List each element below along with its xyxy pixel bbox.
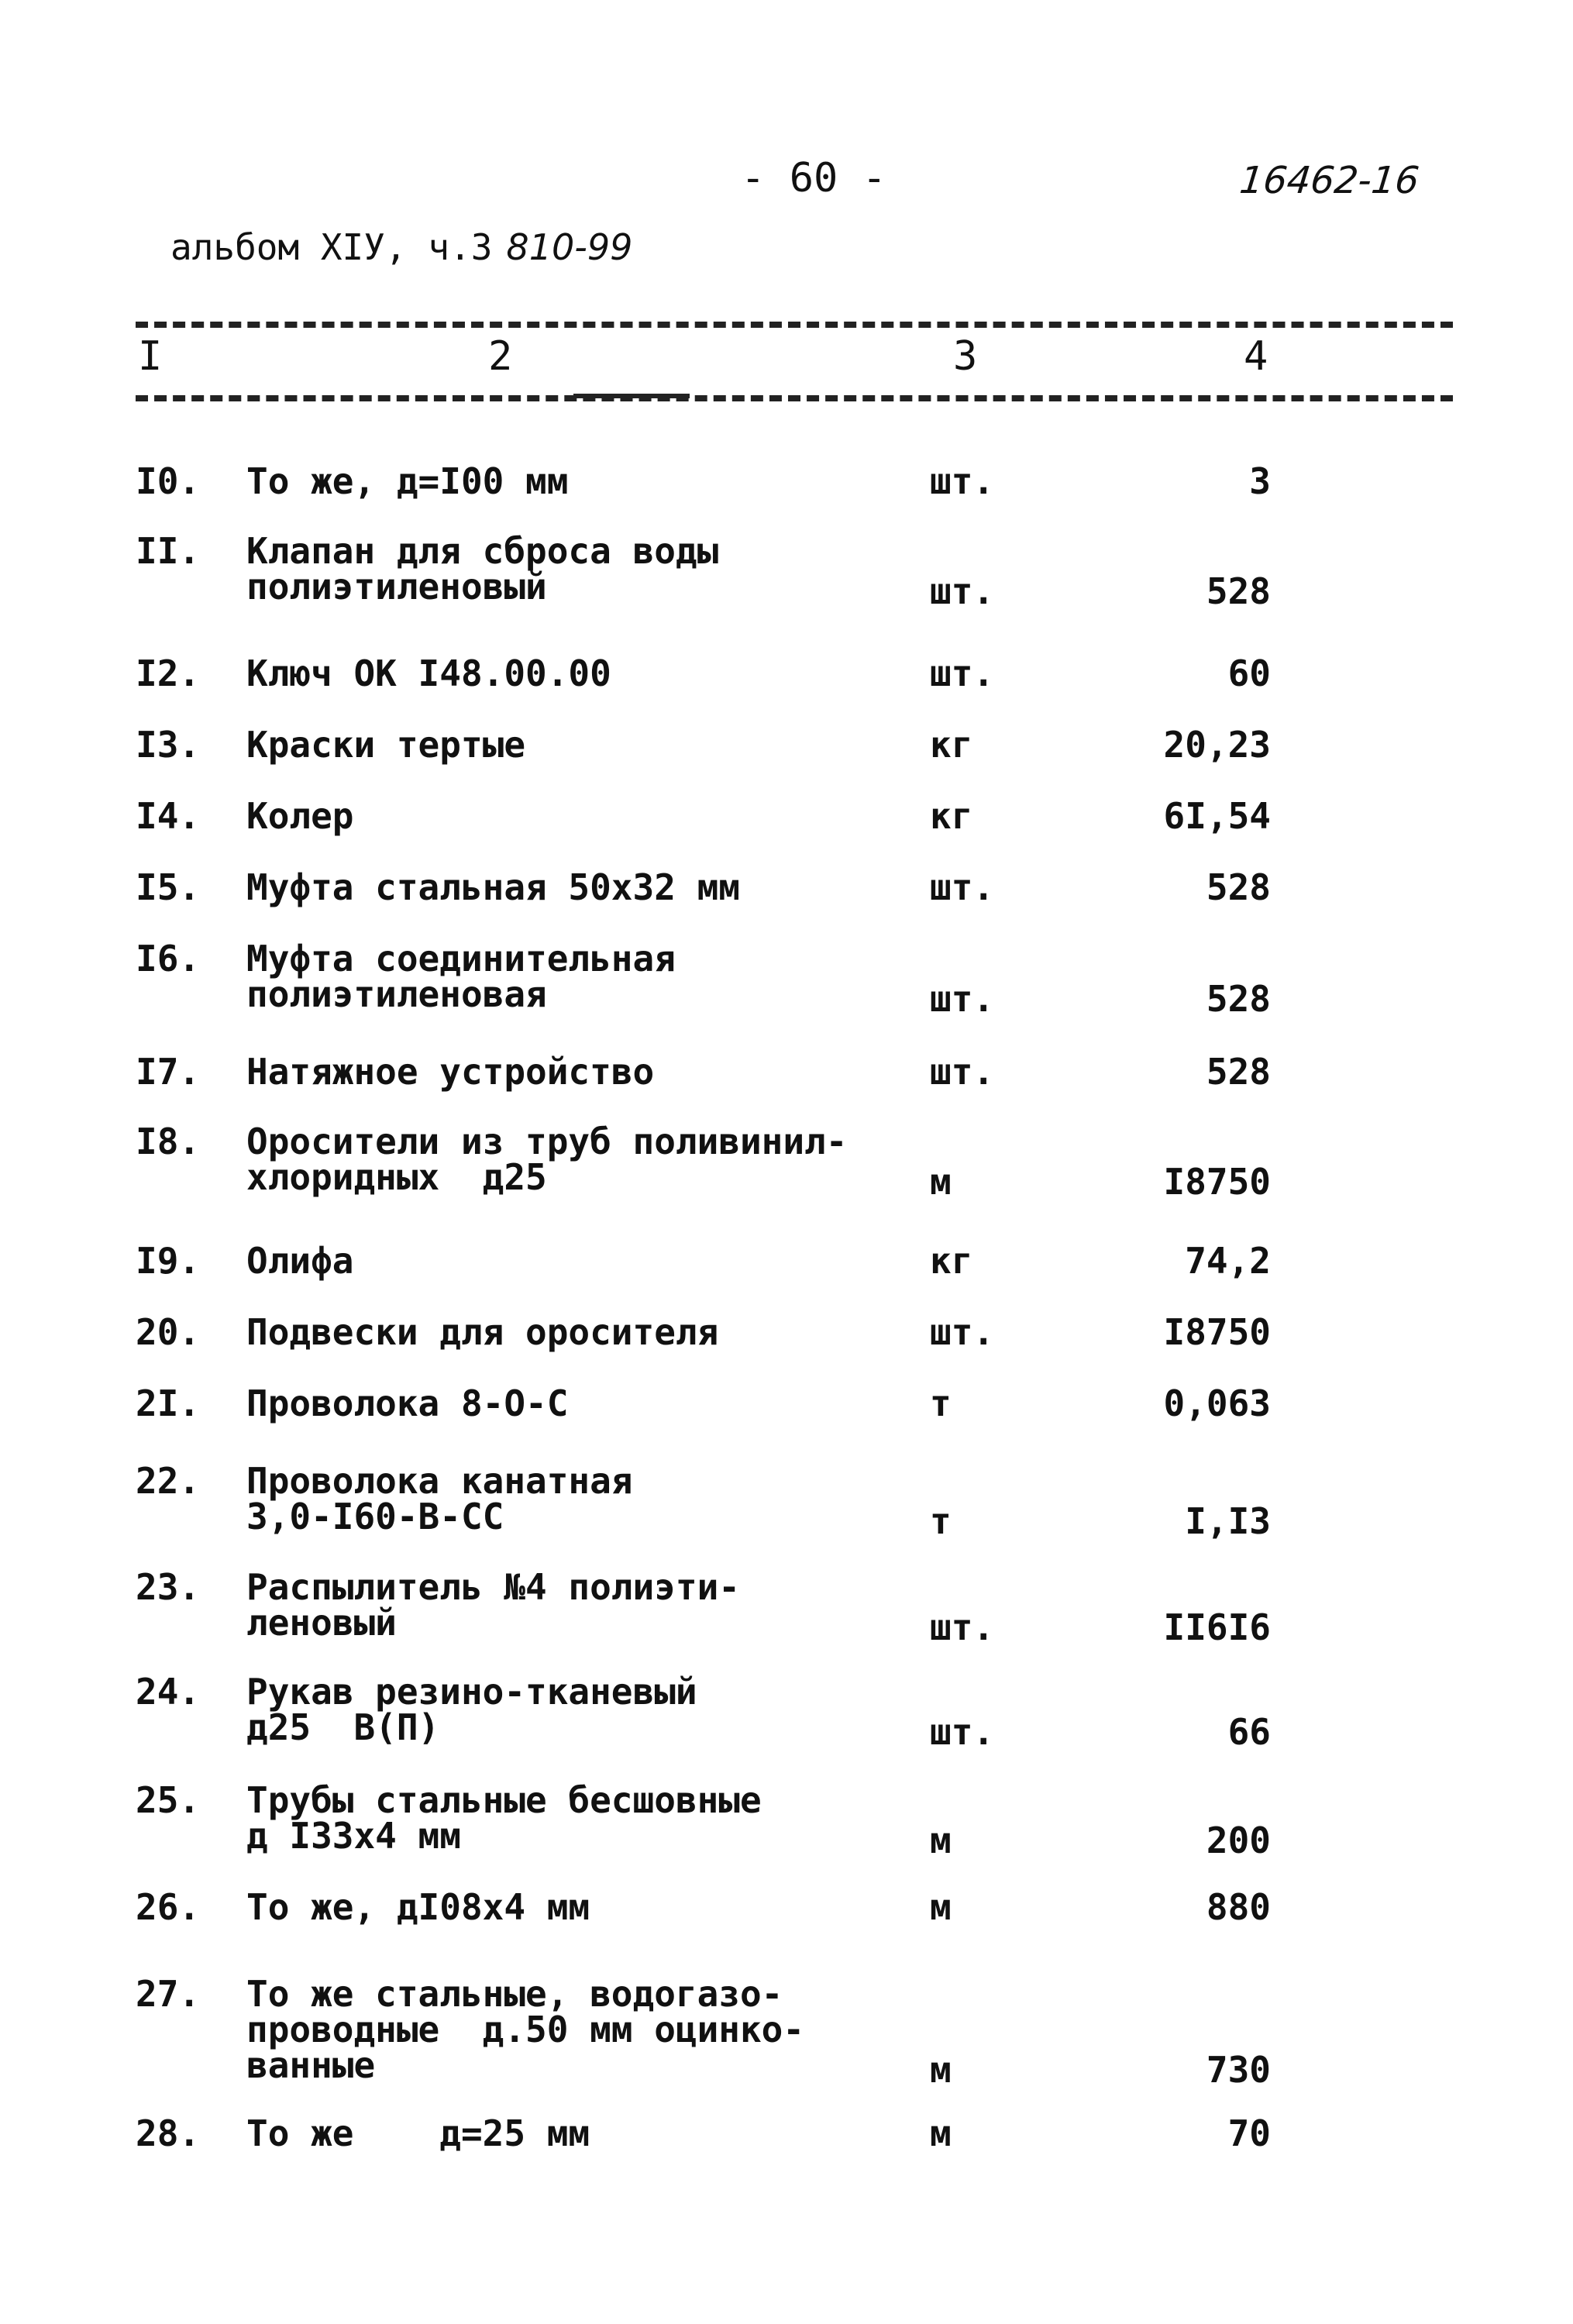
row-number: 2I. xyxy=(136,1382,201,1424)
row-number: 26. xyxy=(136,1886,201,1928)
item-name: Олифа xyxy=(246,1240,354,1282)
item-quantity: II6I6 xyxy=(1163,1606,1271,1648)
item-quantity: 20,23 xyxy=(1163,724,1271,766)
item-name: Муфта стальная 50х32 мм xyxy=(246,866,740,908)
item-quantity: 880 xyxy=(1206,1886,1271,1928)
album-handwritten-code: 810-99 xyxy=(506,226,633,268)
item-quantity: 528 xyxy=(1206,866,1271,908)
row-number: I5. xyxy=(136,866,201,908)
item-name: Муфта соединительная полиэтиленовая xyxy=(246,938,676,1015)
row-number: I9. xyxy=(136,1240,201,1282)
row-number: 28. xyxy=(136,2112,201,2154)
item-quantity: 70 xyxy=(1227,2112,1271,2154)
item-unit: кг xyxy=(930,1240,973,1282)
item-name: То же, дI08х4 мм xyxy=(246,1886,590,1928)
album-line xyxy=(170,226,632,268)
item-name: Рукав резино-тканевый д25 В(П) xyxy=(246,1671,697,1748)
row-number: I8. xyxy=(136,1121,201,1162)
item-name: Краски тертые xyxy=(246,724,526,766)
column-header-4: 4 xyxy=(1244,333,1268,380)
item-unit: м xyxy=(930,2112,952,2154)
item-name: Подвески для оросителя xyxy=(246,1311,719,1353)
row-number: I4. xyxy=(136,795,201,837)
item-quantity: 3 xyxy=(1249,460,1271,502)
item-name: Клапан для сброса воды полиэтиленовый xyxy=(246,530,719,608)
item-quantity: 730 xyxy=(1206,2049,1271,2091)
row-number: I6. xyxy=(136,938,201,980)
item-unit: шт. xyxy=(930,1311,995,1353)
item-unit: кг xyxy=(930,724,973,766)
item-quantity: I,I3 xyxy=(1185,1500,1271,1542)
item-unit: м xyxy=(930,1886,952,1928)
item-quantity: 528 xyxy=(1206,570,1271,612)
item-unit: шт. xyxy=(930,1711,995,1753)
document-code: 16462-16 xyxy=(1237,159,1422,202)
row-number: I7. xyxy=(136,1051,201,1093)
table-header-rule xyxy=(136,395,1453,401)
row-number: 22. xyxy=(136,1460,201,1502)
table-top-rule xyxy=(136,322,1453,328)
column-header-3: 3 xyxy=(953,333,978,380)
item-unit: м xyxy=(930,2049,952,2091)
item-name: Ключ ОК I48.00.00 xyxy=(246,652,611,694)
item-name: Проволока канатная 3,0-I60-В-СС xyxy=(246,1460,633,1537)
item-quantity: 0,063 xyxy=(1163,1382,1271,1424)
item-unit: шт. xyxy=(930,1051,995,1093)
header-rule-solid-segment xyxy=(573,394,690,398)
item-quantity: 528 xyxy=(1206,1051,1271,1093)
item-unit: шт. xyxy=(930,1606,995,1648)
item-quantity: 6I,54 xyxy=(1163,795,1271,837)
item-name: Оросители из труб поливинил- хлоридных д25 xyxy=(246,1121,848,1198)
album-label: альбом XIУ, ч.3 xyxy=(170,226,493,268)
item-quantity: 66 xyxy=(1227,1711,1271,1753)
item-name: Колер xyxy=(246,795,354,837)
page-number: - 60 - xyxy=(741,155,886,201)
item-unit: т xyxy=(930,1382,952,1424)
item-name: Проволока 8-О-С xyxy=(246,1382,569,1424)
row-number: I2. xyxy=(136,652,201,694)
item-name: Распылитель №4 полиэти- леновый xyxy=(246,1566,740,1644)
column-header-2: 2 xyxy=(488,333,513,380)
item-quantity: 528 xyxy=(1206,978,1271,1020)
row-number: 25. xyxy=(136,1779,201,1821)
item-name: Трубы стальные бесшовные д I33х4 мм xyxy=(246,1779,762,1857)
item-quantity: 200 xyxy=(1206,1820,1271,1861)
item-name: То же, д=I00 мм xyxy=(246,460,569,502)
item-quantity: I8750 xyxy=(1163,1311,1271,1353)
item-unit: шт. xyxy=(930,652,995,694)
item-unit: шт. xyxy=(930,866,995,908)
item-unit: м xyxy=(930,1161,952,1203)
item-unit: т xyxy=(930,1500,952,1542)
item-name: Натяжное устройство xyxy=(246,1051,655,1093)
item-quantity: 74,2 xyxy=(1185,1240,1271,1282)
row-number: II. xyxy=(136,530,201,572)
row-number: 23. xyxy=(136,1566,201,1608)
item-unit: кг xyxy=(930,795,973,837)
row-number: 24. xyxy=(136,1671,201,1713)
item-name: То же д=25 мм xyxy=(246,2112,590,2154)
row-number: 20. xyxy=(136,1311,201,1353)
column-header-1: I xyxy=(138,333,163,380)
item-unit: шт. xyxy=(930,570,995,612)
item-quantity: I8750 xyxy=(1163,1161,1271,1203)
item-unit: шт. xyxy=(930,978,995,1020)
item-name: То же стальные, водогазо- проводные д.50 мм оцинко- ванные xyxy=(246,1973,805,2086)
row-number: I3. xyxy=(136,724,201,766)
row-number: I0. xyxy=(136,460,201,502)
item-unit: шт. xyxy=(930,460,995,502)
item-quantity: 60 xyxy=(1227,652,1271,694)
row-number: 27. xyxy=(136,1973,201,2015)
item-unit: м xyxy=(930,1820,952,1861)
